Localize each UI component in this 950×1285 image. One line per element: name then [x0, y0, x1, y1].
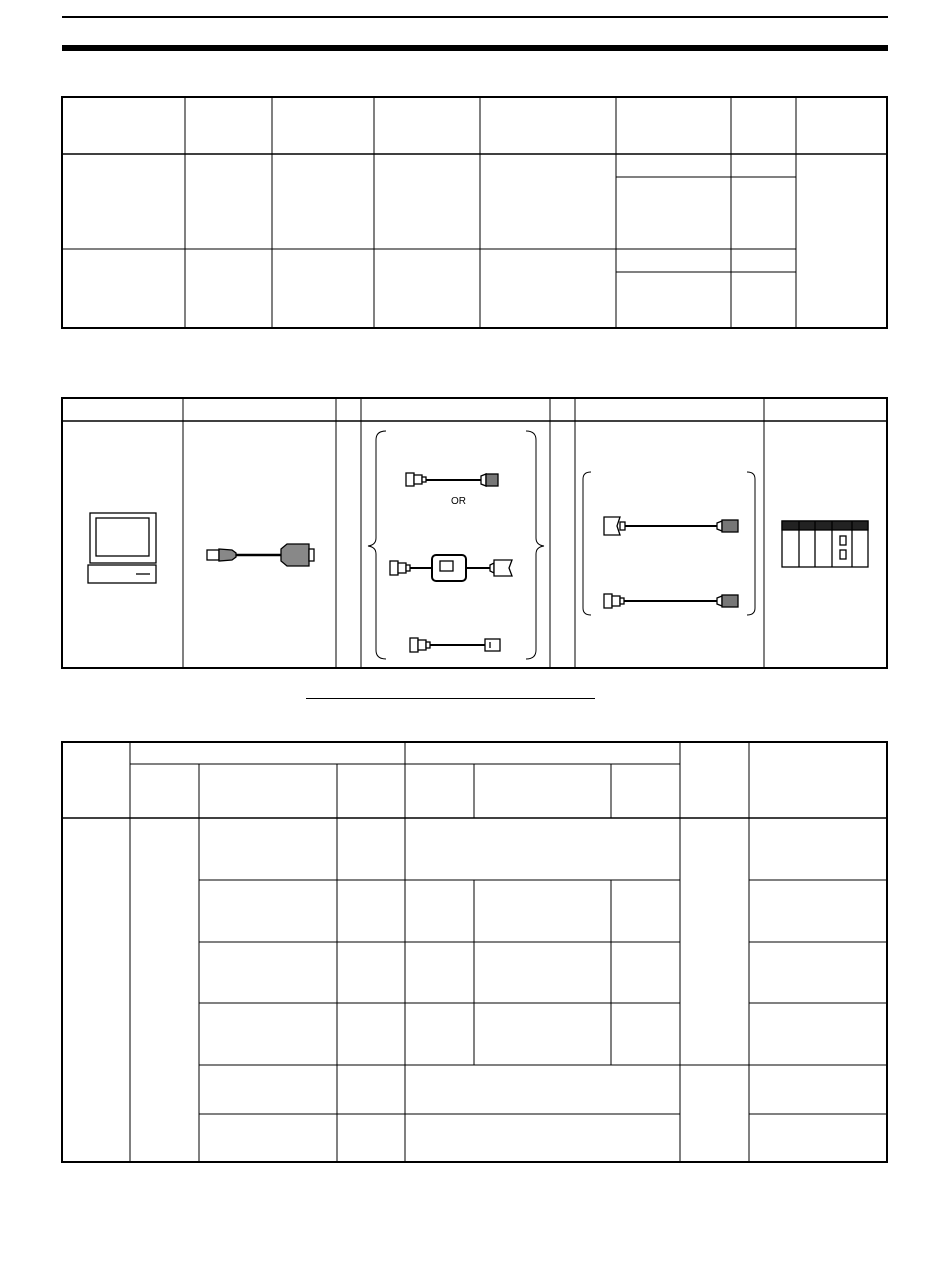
or-label: OR	[451, 496, 466, 507]
